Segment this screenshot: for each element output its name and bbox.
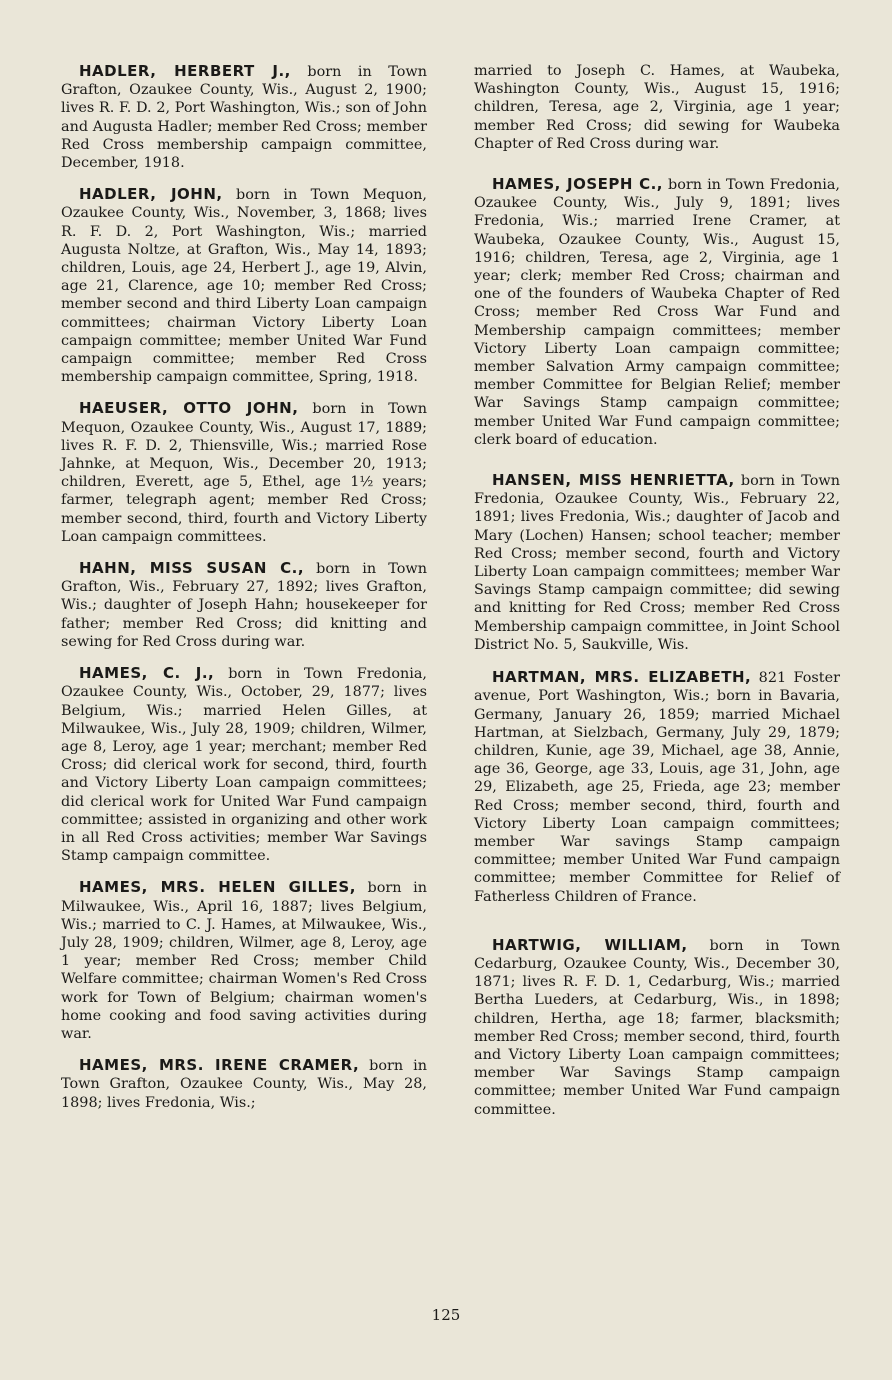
entry-name: HAMES, MRS. IRENE CRAMER, — [79, 1056, 360, 1075]
entry-text: born in Town Mequon, Ozaukee County, Wis., November, 3, 1868; lives R. F. D. 2, Port Washington, Wis.; married Augusta Noltze, at Grafton, Wis., May 14, 1893; children, Louis, age 24, Herbert J., age 19, Alvin, age 21, Clarence, age 10; member Red Cross; member second and third Liberty Loan campaign committees; chairman Victory Liberty Loan campaign committee; member United War Fund campaign committee; member Red Cross membership campaign committee, Spring, 1918. — [61, 187, 427, 386]
entry-text: born in Town Mequon, Ozaukee County, Wis., August 17, 1889; lives R. F. D. 2, Thiensville, Wis.; married Rose Jahnke, at Mequon, Wis., December 20, 1913; children, Everett, age 5, Ethel, age 1½ years; farmer, telegraph agent; member Red Cross; member second, third, fourth and Victory Liberty Loan campaign committees. — [61, 401, 428, 545]
entry-text: born in Town Cedarburg, Ozaukee County, Wis., December 30, 1871; lives R. F. D. 1, Cedarburg, Wis.; married Bertha Lueders, at Cedarburg, Wis., in 1898; children, Hertha, age 18; farmer, blacksmith; member Red Cross; member second, third, fourth and Victory Liberty Loan campaign committees; member War Savings Stamp campaign committee; member United War Fund campaign committee. — [474, 937, 840, 1118]
left-column — [61, 62, 427, 1125]
entry-hames-irene-continued — [474, 62, 840, 153]
entry-text: born in Town Fredonia, Ozaukee County, Wis., October, 29, 1877; lives Belgium, Wis.; married Helen Gilles, at Milwaukee, Wis., July 28, 1909; children, Wilmer, age 8, Leroy, age 1 year; merchant; member Red Cross; did clerical work for second, third, fourth and Victory Liberty Loan campaign committees; did clerical work for United War Fund campaign committee; assisted in organizing and other work in all Red Cross activities; member War Savings Stamp campaign committee. — [61, 666, 428, 865]
entry-hames-joseph — [474, 175, 840, 449]
right-column — [474, 62, 840, 1133]
entry-hames-cj — [61, 664, 427, 865]
entry-name: HAMES, MRS. HELEN GILLES, — [79, 878, 356, 897]
entry-text: born in Town Grafton, Ozaukee County, Wis., May 28, 1898; lives Fredonia, Wis.; — [61, 1058, 427, 1111]
page-number: 125 — [431, 1306, 461, 1324]
entry-hames-helen — [61, 878, 427, 1043]
entry-name: HAMES, JOSEPH C., — [492, 175, 664, 194]
entry-text: born in Town Fredonia, Ozaukee County, Wis., February 22, 1891; lives Fredonia, Wis.; daughter of Jacob and Mary (Lochen) Hansen; school teacher; member Red Cross; member second, fourth and Victory Liberty Loan campaign committees; member War Savings Stamp campaign committee; did sewing and knitting for Red Cross; member Red Cross Membership campaign committee, in Joint School District No. 5, Saukville, Wis. — [474, 473, 840, 653]
entry-haeuser-otto — [61, 399, 427, 546]
entry-name: HARTWIG, WILLIAM, — [492, 935, 688, 954]
entry-name: HADLER, HERBERT J., — [79, 62, 291, 80]
entry-name: HADLER, JOHN, — [79, 185, 223, 204]
entry-hames-irene — [61, 1056, 427, 1112]
entry-text: married to Joseph C. Hames, at Waubeka, Washington County, Wis., August 15, 1916; children, Teresa, age 2, Virginia, age 1 year; member Red Cross; did sewing for Waubeka Chapter of Red Cross during war. — [474, 63, 840, 152]
entry-text: born in Milwaukee, Wis., April 16, 1887; lives Belgium, Wis.; married to C. J. Hames, at Milwaukee, Wis., July 28, 1909; children, Wilmer, age 8, Leroy, age 1 year; member Red Cross; member Child Welfare committee; chairman Women's Red Cross work for Town of Belgium; chairman women's home cooking and food saving activities during war. — [61, 880, 427, 1042]
entry-text: born in Town Fredonia, Ozaukee County, Wis., July 9, 1891; lives Fredonia, Wis.; married Irene Cramer, at Waubeka, Ozaukee County, Wis., August 15, 1916; children, Teresa, age 2, Virginia, age 1 year; clerk; member Red Cross; chairman and one of the founders of Waubeka Chapter of Red Cross; member Red Cross War Fund and Membership campaign committees; member Victory Liberty Loan campaign committee; member Salvation Army campaign committee; member Committee for Belgian Relief; member War Savings Stamp campaign committee; member United War Fund campaign committee; clerk board of education. — [474, 177, 840, 448]
entry-text: born in Town Grafton, Ozaukee County, Wis., August 2, 1900; lives R. F. D. 2, Port Washington, Wis.; son of John and Augusta Hadler; member Red Cross; member Red Cross membership campaign committee, December, 1918. — [61, 64, 427, 172]
entry-name: HANSEN, MISS HENRIETTA, — [492, 471, 735, 490]
entry-hadler-john — [61, 185, 427, 386]
entry-name: HARTMAN, MRS. ELIZABETH, — [492, 668, 752, 687]
entry-hadler-herbert — [61, 62, 427, 172]
entry-name: HAEUSER, OTTO JOHN, — [79, 399, 299, 418]
entry-name: HAHN, MISS SUSAN C., — [79, 559, 305, 578]
entry-text: 821 Foster avenue, Port Washington, Wis.; born in Bavaria, Germany, January 26, 1859; married Michael Hartman, at Sielzbach, Germany, July 29, 1879; children, Kunie, age 39, Michael, age 38, Annie, age 36, George, age 33, Louis, age 31, John, age 29, Elizabeth, age 25, Frieda, age 23; member Red Cross; member second, third, fourth and Victory Liberty Loan campaign committees; member War savings Stamp campaign committee; member United War Fund campaign committee; member Committee for Relief of Fatherless Children of France. — [474, 670, 840, 905]
entry-hartman-elizabeth — [474, 668, 840, 906]
entry-hartwig-william — [474, 936, 840, 1119]
entry-text: born in Town Grafton, Wis., February 27, 1892; lives Grafton, Wis.; daughter of Joseph Hahn; housekeeper for father; member Red Cross; did knitting and sewing for Red Cross during war. — [61, 561, 427, 650]
entry-hansen-henrietta — [474, 471, 840, 654]
entry-name: HAMES, C. J., — [79, 664, 215, 683]
entry-hahn-susan — [61, 559, 427, 651]
